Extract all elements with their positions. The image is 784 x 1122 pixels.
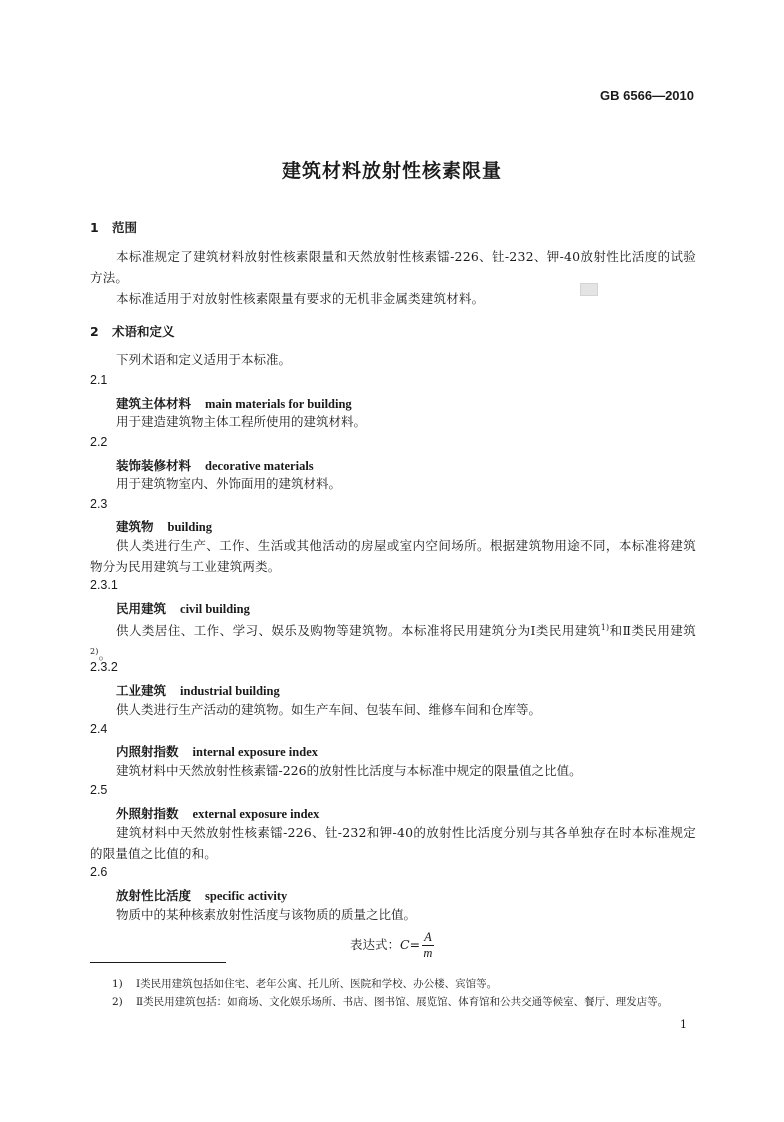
footnote-number: 1) [112,978,123,990]
footnote-ref-2: 2) [90,647,99,657]
footnote-ref-1: 1) [600,623,610,632]
footnote-text: Ⅰ类民用建筑包括如住宅、老年公寓、托儿所、医院和学校、办公楼、宾馆等。 [136,978,498,990]
footnote-divider [90,962,226,963]
clause-number: 2.2 [90,435,108,449]
footnote-number: 2) [112,996,123,1008]
formula-numerator: A [424,930,432,944]
definition-text: 。 [98,647,112,663]
term-zh: 民用建筑 [116,601,167,616]
clause-number: 2.1 [90,373,108,387]
term-heading [116,886,287,904]
formula-lhs: C [400,937,410,952]
formula-equals: = [409,937,421,952]
term-definition: 用于建造建筑物主体工程所使用的建筑材料。 [116,414,367,429]
term-en: civil building [180,602,250,616]
footnote-2 [112,994,668,1009]
term-zh: 放射性比活度 [116,888,192,903]
term-en: building [167,520,212,534]
page-number: 1 [680,1018,687,1031]
term-heading [116,681,280,699]
term-definition: 建筑材料中天然放射性核素镭-226、钍-232和钾-40的放射性比活度分别与其各单独存在时本标准规定的限量值之比值的和。 [90,825,696,861]
scope-paragraph-2: 本标准适用于对放射性核素限量有要求的无机非金属类建筑材料。 [116,291,485,306]
term-en: main materials for building [205,397,352,411]
formula-denominator: m [423,946,433,960]
standard-number: GB 6566—2010 [600,88,694,103]
terms-intro: 下列术语和定义适用于本标准。 [116,352,292,367]
term-heading [116,599,250,617]
term-definition: 建筑材料中天然放射性核素镭-226的放射性比活度与本标准中规定的限量值之比值。 [116,763,582,778]
formula [350,930,434,961]
formula-fraction [422,930,434,961]
term-heading [116,456,314,474]
term-definition [90,617,696,665]
term-en: decorative materials [205,459,314,473]
clause-number: 2.3 [90,497,108,511]
clause-number: 2.5 [90,783,108,797]
clause-number: 2.6 [90,865,108,879]
term-en: external exposure index [192,807,320,821]
section-label: 范围 [112,220,138,235]
term-definition: 供人类进行生产、工作、生活或其他活动的房屋或室内空间场所。根据建筑物用途不同，本标准将建筑物分为民用建筑与工业建筑两类。 [90,538,696,574]
clause-number: 2.4 [90,722,108,736]
scope-paragraph-1: 本标准规定了建筑材料放射性核素限量和天然放射性核素镭-226、钍-232、钾-40放射性比活度的试验方法。 [90,249,696,285]
formula-prefix: 表达式： [350,937,401,952]
section-number: 1 [90,220,99,235]
term-heading [116,742,318,760]
term-definition: 用于建筑物室内、外饰面用的建筑材料。 [116,476,342,491]
term-heading [116,517,212,535]
section-number: 2 [90,324,99,339]
stamp-mark [580,283,598,296]
term-en: specific activity [205,889,288,903]
term-heading [116,394,352,412]
footnote-text: Ⅱ类民用建筑包括：如商场、文化娱乐场所、书店、图书馆、展览馆、体育馆和公共交通等候室、餐厅、理发店等。 [136,996,669,1008]
page-title: 建筑材料放射性核素限量 [281,160,502,182]
term-en: industrial building [180,684,280,698]
term-zh: 建筑物 [116,519,154,534]
clause-number: 2.3.2 [90,660,118,674]
section-1-heading [90,218,137,236]
term-definition: 供人类进行生产活动的建筑物。如生产车间、包装车间、维修车间和仓库等。 [116,702,542,717]
section-label: 术语和定义 [112,324,175,339]
term-en: internal exposure index [192,745,318,759]
term-zh: 工业建筑 [116,683,167,698]
term-zh: 装饰装修材料 [116,458,192,473]
footnote-1 [112,976,497,991]
term-heading [116,804,319,822]
clause-number: 2.3.1 [90,578,118,592]
definition-text: 供人类居住、工作、学习、娱乐及购物等建筑物。本标准将民用建筑分为Ⅰ类民用建筑 [116,623,601,639]
term-zh: 内照射指数 [116,744,179,759]
section-2-heading [90,322,175,340]
term-zh: 外照射指数 [116,806,179,821]
term-zh: 建筑主体材料 [116,396,192,411]
term-definition: 物质中的某种核素放射性活度与该物质的质量之比值。 [116,907,417,922]
definition-text: 和Ⅱ类民用建筑 [609,623,696,639]
